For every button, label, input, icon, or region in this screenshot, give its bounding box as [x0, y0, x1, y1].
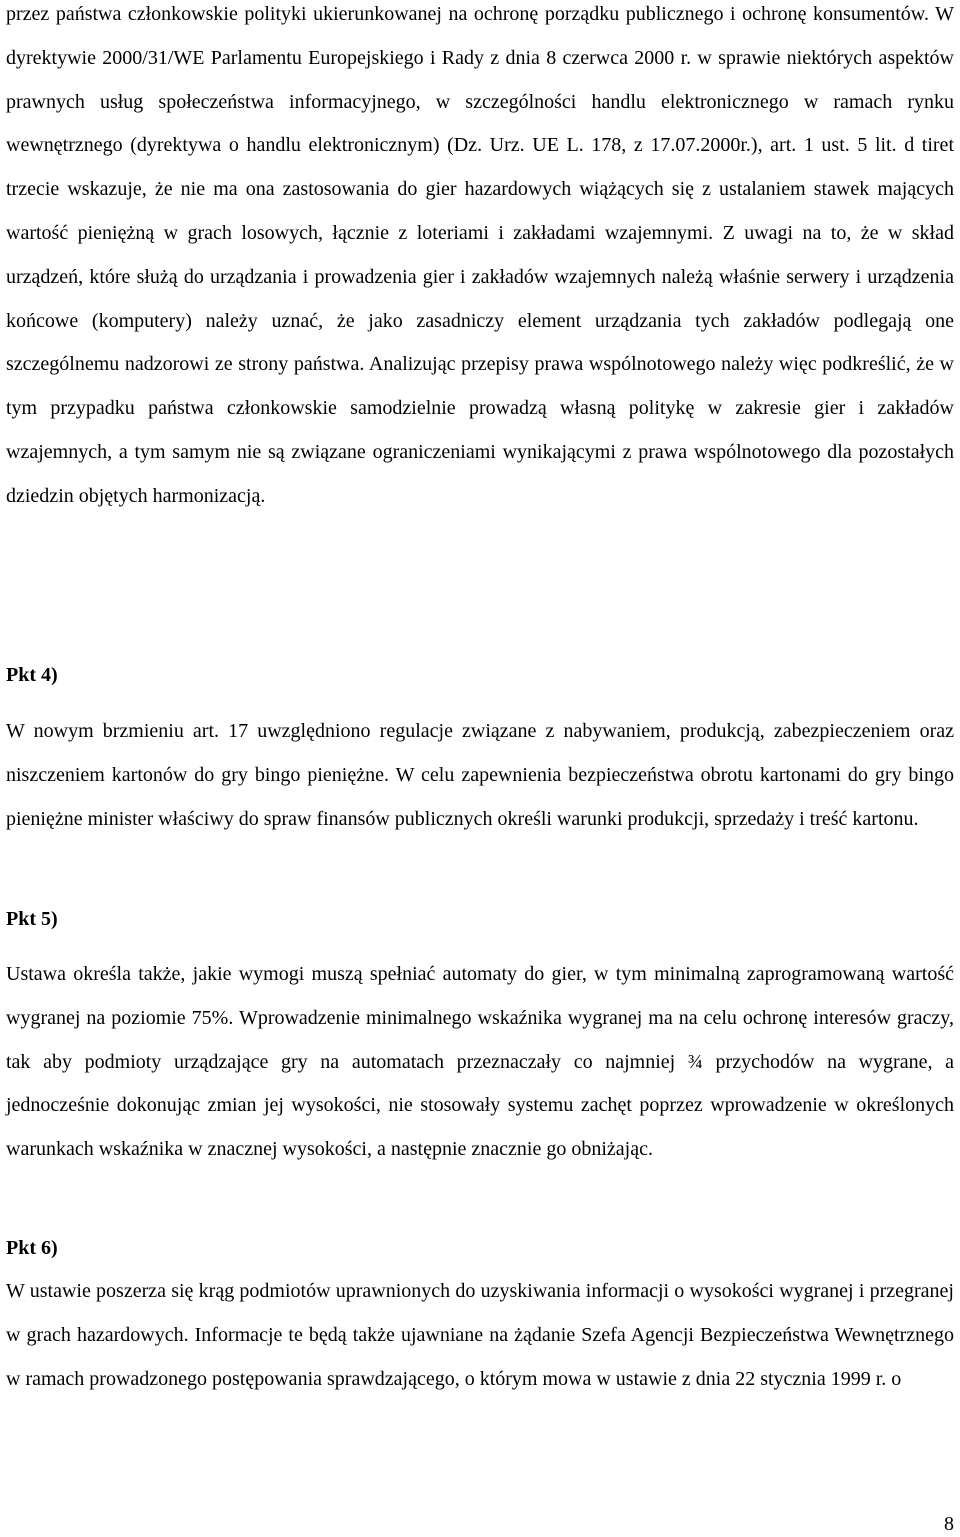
section-heading-pkt6: Pkt 6): [6, 1237, 58, 1259]
body-paragraph-intro: przez państwa członkowskie polityki ukierunkowanej na ochronę porządku publicznego i ochronę konsumentów. W dyrektywie 2000/31/WE Parlamentu Europejskiego i Rady z dnia 8 czerwca 2000 r. w sprawie niektórych aspektów prawnych usług społeczeństwa informacyjnego, w szczególności handlu elektronicznego w ramach rynku wewnętrznego (dyrektywa o handlu elektronicznym) (Dz. Urz. UE L. 178, z 17.07.2000r.), art. 1 ust. 5 lit. d tiret trzecie wskazuje, że nie ma ona zastosowania do gier hazardowych wiążących się z ustalaniem stawek mających wartość pieniężną w grach losowych, łącznie z loteriami i zakładami wzajemnymi. Z uwagi na to, że w skład urządzeń, które służą do urządzania i prowadzenia gier i zakładów wzajemnych należą właśnie serwery i urządzenia końcowe (komputery) należy uznać, że jako zasadniczy element urządzania tych zakładów podlegają one szczególnemu nadzorowi ze strony państwa. Analizując przepisy prawa wspólnotowego należy więc podkreślić, że w tym przypadku państwa członkowskie samodzielnie prowadzą własną politykę w zakresie gier i zakładów wzajemnych, a tym samym nie są związane ograniczeniami wynikającymi z prawa wspólnotowego dla pozostałych dziedzin objętych harmonizacją.: [6, 3, 954, 507]
body-paragraph-pkt6: W ustawie poszerza się krąg podmiotów uprawnionych do uzyskiwania informacji o wysokości wygranej i przegranej w grach hazardowych. Informacje te będą także ujawniane na żądanie Szefa Agencji Bezpieczeństwa Wewnętrznego w ramach prowadzonego postępowania sprawdzającego, o którym mowa w ustawie z dnia 22 stycznia 1999 r. o: [6, 1280, 954, 1390]
body-paragraph-pkt4: W nowym brzmieniu art. 17 uwzględniono regulacje związane z nabywaniem, produkcją, zabezpieczeniem oraz niszczeniem kartonów do gry bingo pieniężne. W celu zapewnienia bezpieczeństwa obrotu kartonami do gry bingo pieniężne minister właściwy do spraw finansów publicznych określi warunki produkcji, sprzedaży i treść kartonu.: [6, 720, 954, 830]
section-heading-pkt5: Pkt 5): [6, 908, 58, 930]
page-number: 8: [944, 1513, 954, 1535]
section-heading-pkt4: Pkt 4): [6, 664, 58, 686]
body-paragraph-pkt5: Ustawa określa także, jakie wymogi muszą spełniać automaty do gier, w tym minimalną zaprogramowaną wartość wygranej na poziomie 75%. Wprowadzenie minimalnego wskaźnika wygranej ma na celu ochronę interesów graczy, tak aby podmioty urządzające gry na automatach przeznaczały co najmniej ¾ przychodów na wygrane, a jednocześnie dokonując zmian jej wysokości, nie stosowały systemu zachęt poprzez wprowadzenie w określonych warunkach wskaźnika w znacznej wysokości, a następnie znacznie go obniżając.: [6, 963, 954, 1161]
